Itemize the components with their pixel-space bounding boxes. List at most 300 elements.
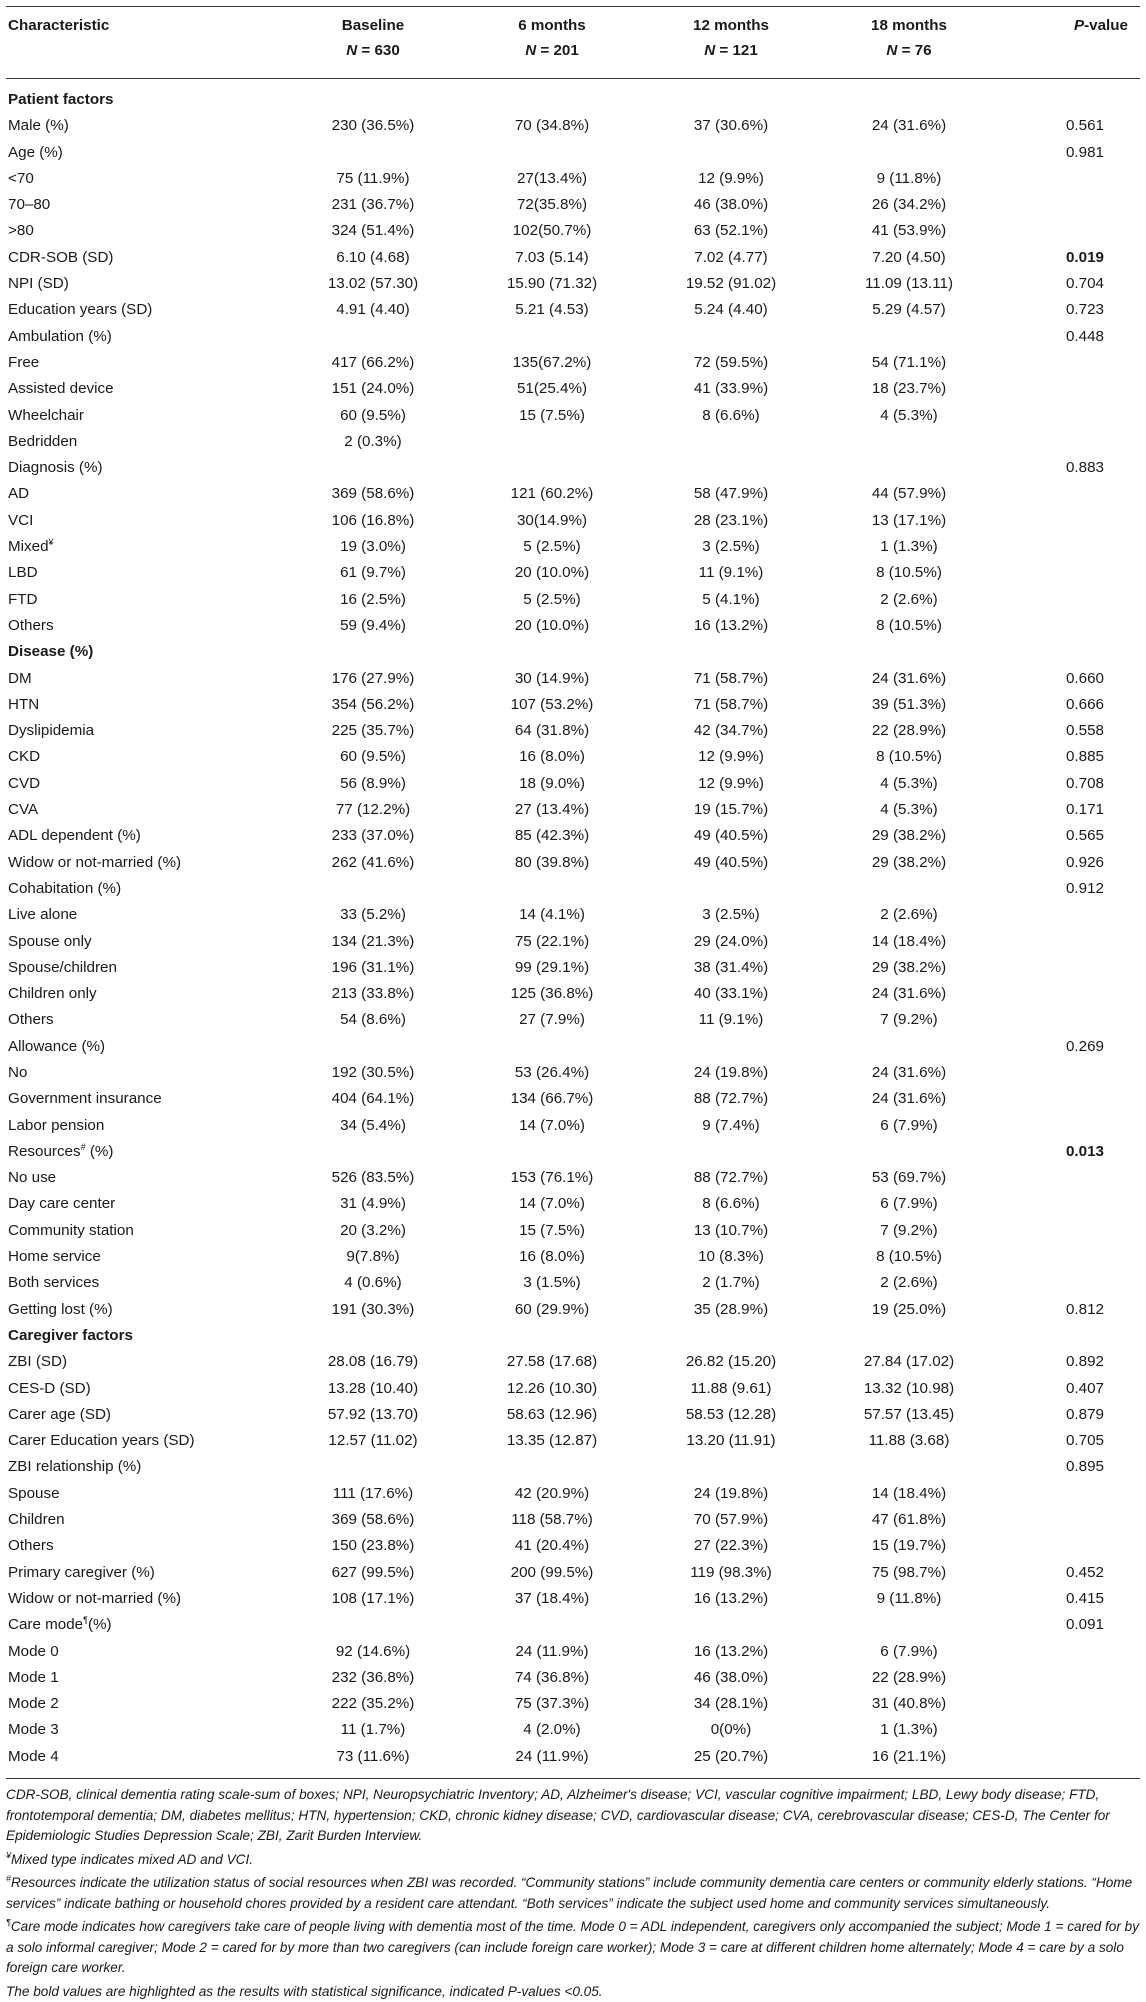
table-row xyxy=(6,1191,1140,1217)
row-label: Getting lost (%) xyxy=(6,1297,284,1323)
value-cell xyxy=(642,1139,820,1165)
empty-cell xyxy=(642,1323,820,1349)
value-cell: 8 (6.6%) xyxy=(642,403,820,429)
empty-cell xyxy=(284,87,462,113)
row-label: CKD xyxy=(6,744,284,770)
value-cell: 13.28 (10.40) xyxy=(284,1376,462,1402)
value-cell: 230 (36.5%) xyxy=(284,113,462,139)
row-label: Allowance (%) xyxy=(6,1034,284,1060)
row-label: ZBI relationship (%) xyxy=(6,1454,284,1480)
row-label: Ambulation (%) xyxy=(6,324,284,350)
table-row xyxy=(6,666,1140,692)
value-cell: 42 (34.7%) xyxy=(642,718,820,744)
value-cell xyxy=(820,1034,998,1060)
value-cell: 72 (59.5%) xyxy=(642,350,820,376)
p-value-cell xyxy=(998,1665,1140,1691)
table-row xyxy=(6,771,1140,797)
value-cell xyxy=(284,876,462,902)
value-cell: 354 (56.2%) xyxy=(284,692,462,718)
value-cell: 39 (51.3%) xyxy=(820,692,998,718)
p-value-cell xyxy=(998,1507,1140,1533)
value-cell: 44 (57.9%) xyxy=(820,481,998,507)
value-cell: 107 (53.2%) xyxy=(462,692,642,718)
table-row xyxy=(6,613,1140,639)
value-cell: 41 (33.9%) xyxy=(642,376,820,402)
value-cell: 27 (22.3%) xyxy=(642,1533,820,1559)
row-label: <70 xyxy=(6,166,284,192)
p-value-cell: 0.452 xyxy=(998,1560,1140,1586)
p-value-cell: 0.705 xyxy=(998,1428,1140,1454)
value-cell: 1 (1.3%) xyxy=(820,1717,998,1743)
table-header xyxy=(6,7,1140,79)
value-cell: 42 (20.9%) xyxy=(462,1481,642,1507)
value-cell: 37 (18.4%) xyxy=(462,1586,642,1612)
header-p-value: P-value xyxy=(998,7,1140,79)
value-cell: 20 (10.0%) xyxy=(462,560,642,586)
table-row xyxy=(6,718,1140,744)
p-value-cell xyxy=(998,1165,1140,1191)
value-cell: 53 (69.7%) xyxy=(820,1165,998,1191)
row-label: Resources# (%) xyxy=(6,1139,284,1165)
value-cell: 150 (23.8%) xyxy=(284,1533,462,1559)
p-value-cell xyxy=(998,902,1140,928)
value-cell: 18 (9.0%) xyxy=(462,771,642,797)
value-cell: 26 (34.2%) xyxy=(820,192,998,218)
value-cell: 75 (37.3%) xyxy=(462,1691,642,1717)
p-value-cell xyxy=(998,350,1140,376)
value-cell: 118 (58.7%) xyxy=(462,1507,642,1533)
p-value-cell xyxy=(998,1086,1140,1112)
value-cell: 7 (9.2%) xyxy=(820,1218,998,1244)
value-cell: 11.88 (3.68) xyxy=(820,1428,998,1454)
p-value-cell xyxy=(998,1691,1140,1717)
value-cell: 24 (11.9%) xyxy=(462,1744,642,1770)
row-label: Diagnosis (%) xyxy=(6,455,284,481)
table-row xyxy=(6,297,1140,323)
p-value-cell: 0.407 xyxy=(998,1376,1140,1402)
table-row xyxy=(6,218,1140,244)
value-cell: 27.84 (17.02) xyxy=(820,1349,998,1375)
value-cell: 11.88 (9.61) xyxy=(642,1376,820,1402)
table-row xyxy=(6,1639,1140,1665)
table-row xyxy=(6,1060,1140,1086)
row-label: FTD xyxy=(6,587,284,613)
table-row xyxy=(6,587,1140,613)
value-cell: 88 (72.7%) xyxy=(642,1165,820,1191)
value-cell: 8 (10.5%) xyxy=(820,744,998,770)
value-cell: 26.82 (15.20) xyxy=(642,1349,820,1375)
value-cell: 192 (30.5%) xyxy=(284,1060,462,1086)
value-cell: 2 (2.6%) xyxy=(820,587,998,613)
p-value-cell xyxy=(998,403,1140,429)
row-label: Spouse xyxy=(6,1481,284,1507)
table-row xyxy=(6,534,1140,560)
value-cell: 5 (2.5%) xyxy=(462,587,642,613)
value-cell: 71 (58.7%) xyxy=(642,666,820,692)
value-cell: 7.20 (4.50) xyxy=(820,245,998,271)
value-cell xyxy=(462,1612,642,1638)
row-label: VCI xyxy=(6,508,284,534)
value-cell xyxy=(462,876,642,902)
p-value-cell: 0.812 xyxy=(998,1297,1140,1323)
value-cell: 262 (41.6%) xyxy=(284,850,462,876)
value-cell: 16 (13.2%) xyxy=(642,1639,820,1665)
row-label: NPI (SD) xyxy=(6,271,284,297)
value-cell: 134 (21.3%) xyxy=(284,929,462,955)
value-cell: 4 (2.0%) xyxy=(462,1717,642,1743)
value-cell: 404 (64.1%) xyxy=(284,1086,462,1112)
row-label: No use xyxy=(6,1165,284,1191)
row-label: ADL dependent (%) xyxy=(6,823,284,849)
value-cell: 5.21 (4.53) xyxy=(462,297,642,323)
value-cell: 30(14.9%) xyxy=(462,508,642,534)
value-cell: 49 (40.5%) xyxy=(642,823,820,849)
value-cell: 369 (58.6%) xyxy=(284,1507,462,1533)
p-value-cell xyxy=(998,1481,1140,1507)
value-cell: 15 (19.7%) xyxy=(820,1533,998,1559)
value-cell: 24 (31.6%) xyxy=(820,1086,998,1112)
table-row xyxy=(6,744,1140,770)
value-cell: 108 (17.1%) xyxy=(284,1586,462,1612)
value-cell: 85 (42.3%) xyxy=(462,823,642,849)
value-cell: 24 (31.6%) xyxy=(820,666,998,692)
row-label: Carer age (SD) xyxy=(6,1402,284,1428)
header-baseline: Baseline N = 630 xyxy=(284,7,462,79)
value-cell xyxy=(642,140,820,166)
value-cell: 46 (38.0%) xyxy=(642,1665,820,1691)
value-cell xyxy=(820,140,998,166)
value-cell: 16 (13.2%) xyxy=(642,613,820,639)
value-cell: 75 (11.9%) xyxy=(284,166,462,192)
empty-cell xyxy=(462,87,642,113)
p-value-cell xyxy=(998,1533,1140,1559)
value-cell: 0(0%) xyxy=(642,1717,820,1743)
table-row xyxy=(6,955,1140,981)
value-cell xyxy=(462,1454,642,1480)
value-cell: 75 (98.7%) xyxy=(820,1560,998,1586)
row-label: No xyxy=(6,1060,284,1086)
row-label: Assisted device xyxy=(6,376,284,402)
row-label: Day care center xyxy=(6,1191,284,1217)
p-value-cell: 0.561 xyxy=(998,113,1140,139)
table-row xyxy=(6,271,1140,297)
p-value-cell: 0.708 xyxy=(998,771,1140,797)
value-cell: 46 (38.0%) xyxy=(642,192,820,218)
value-cell: 33 (5.2%) xyxy=(284,902,462,928)
value-cell: 24 (31.6%) xyxy=(820,1060,998,1086)
p-value-cell xyxy=(998,1191,1140,1217)
row-label: Community station xyxy=(6,1218,284,1244)
row-label: Labor pension xyxy=(6,1113,284,1139)
value-cell: 225 (35.7%) xyxy=(284,718,462,744)
value-cell: 14 (7.0%) xyxy=(462,1113,642,1139)
section-label: Patient factors xyxy=(6,87,284,113)
characteristics-table xyxy=(6,6,1140,1779)
p-value-cell xyxy=(998,218,1140,244)
table-row xyxy=(6,1454,1140,1480)
value-cell: 70 (34.8%) xyxy=(462,113,642,139)
value-cell: 58.53 (12.28) xyxy=(642,1402,820,1428)
value-cell: 11 (9.1%) xyxy=(642,1007,820,1033)
footnote: #Resources indicate the utilization status of social resources when ZBI was recorded. “Community stations” include community dementia care centers or community elderly stations. “Home services” indicate bathing or household chores provided by a resident care attendant. “Both services” indicate the subject used home and community services simultaneously. xyxy=(6,1873,1140,1914)
empty-cell xyxy=(820,639,998,665)
value-cell: 526 (83.5%) xyxy=(284,1165,462,1191)
footnote: The bold values are highlighted as the results with statistical significance, indicated P-values <0.05. xyxy=(6,1982,1140,2002)
value-cell: 22 (28.9%) xyxy=(820,1665,998,1691)
p-value-cell: 0.415 xyxy=(998,1586,1140,1612)
table-row xyxy=(6,403,1140,429)
table-row xyxy=(6,1139,1140,1165)
value-cell: 11 (9.1%) xyxy=(642,560,820,586)
row-label: Bedridden xyxy=(6,429,284,455)
value-cell: 24 (31.6%) xyxy=(820,113,998,139)
value-cell: 9 (11.8%) xyxy=(820,166,998,192)
value-cell: 27 (13.4%) xyxy=(462,797,642,823)
value-cell xyxy=(462,140,642,166)
p-value-cell xyxy=(998,981,1140,1007)
row-label: Others xyxy=(6,613,284,639)
table-row xyxy=(6,692,1140,718)
value-cell: 417 (66.2%) xyxy=(284,350,462,376)
value-cell: 15 (7.5%) xyxy=(462,403,642,429)
p-value-cell: 0.558 xyxy=(998,718,1140,744)
value-cell: 4 (5.3%) xyxy=(820,771,998,797)
value-cell: 24 (31.6%) xyxy=(820,981,998,1007)
value-cell: 18 (23.7%) xyxy=(820,376,998,402)
row-label: Spouse only xyxy=(6,929,284,955)
value-cell xyxy=(820,429,998,455)
row-label: Male (%) xyxy=(6,113,284,139)
row-label: Government insurance xyxy=(6,1086,284,1112)
p-value-cell xyxy=(998,429,1140,455)
value-cell: 77 (12.2%) xyxy=(284,797,462,823)
table-row xyxy=(6,1744,1140,1770)
value-cell: 2 (0.3%) xyxy=(284,429,462,455)
p-value-cell: 0.883 xyxy=(998,455,1140,481)
empty-cell xyxy=(998,87,1140,113)
value-cell: 13.02 (57.30) xyxy=(284,271,462,297)
value-cell: 28 (23.1%) xyxy=(642,508,820,534)
table-footnotes xyxy=(6,1785,1140,2002)
p-value-cell: 0.666 xyxy=(998,692,1140,718)
value-cell: 134 (66.7%) xyxy=(462,1086,642,1112)
value-cell: 13.35 (12.87) xyxy=(462,1428,642,1454)
table-row xyxy=(6,1402,1140,1428)
table-row xyxy=(6,902,1140,928)
value-cell: 1 (1.3%) xyxy=(820,534,998,560)
p-value-cell: 0.926 xyxy=(998,850,1140,876)
value-cell: 31 (40.8%) xyxy=(820,1691,998,1717)
table-row xyxy=(6,1481,1140,1507)
value-cell: 9(7.8%) xyxy=(284,1244,462,1270)
p-value-cell: 0.912 xyxy=(998,876,1140,902)
row-label: HTN xyxy=(6,692,284,718)
p-value-cell: 0.704 xyxy=(998,271,1140,297)
value-cell: 5 (2.5%) xyxy=(462,534,642,560)
p-value-cell xyxy=(998,560,1140,586)
row-label: Free xyxy=(6,350,284,376)
table-row xyxy=(6,1165,1140,1191)
row-label: Care mode¶(%) xyxy=(6,1612,284,1638)
value-cell: 35 (28.9%) xyxy=(642,1297,820,1323)
value-cell: 29 (38.2%) xyxy=(820,850,998,876)
table-row xyxy=(6,1612,1140,1638)
table-row xyxy=(6,1586,1140,1612)
p-value-cell xyxy=(998,1244,1140,1270)
value-cell: 8 (10.5%) xyxy=(820,1244,998,1270)
value-cell: 73 (11.6%) xyxy=(284,1744,462,1770)
value-cell: 34 (28.1%) xyxy=(642,1691,820,1717)
value-cell: 3 (2.5%) xyxy=(642,534,820,560)
p-value-cell xyxy=(998,1744,1140,1770)
table-row xyxy=(6,166,1140,192)
value-cell: 7.03 (5.14) xyxy=(462,245,642,271)
empty-cell xyxy=(820,1323,998,1349)
table-row xyxy=(6,1034,1140,1060)
row-label: Spouse/children xyxy=(6,955,284,981)
section-row xyxy=(6,1323,1140,1349)
value-cell: 9 (11.8%) xyxy=(820,1586,998,1612)
value-cell: 16 (2.5%) xyxy=(284,587,462,613)
value-cell: 70 (57.9%) xyxy=(642,1507,820,1533)
row-label: ZBI (SD) xyxy=(6,1349,284,1375)
p-value-cell: 0.892 xyxy=(998,1349,1140,1375)
value-cell: 7 (9.2%) xyxy=(820,1007,998,1033)
row-label: 70–80 xyxy=(6,192,284,218)
value-cell: 47 (61.8%) xyxy=(820,1507,998,1533)
p-value-cell xyxy=(998,534,1140,560)
row-label: Wheelchair xyxy=(6,403,284,429)
p-value-cell xyxy=(998,929,1140,955)
value-cell: 2 (2.6%) xyxy=(820,1270,998,1296)
row-label: Mode 0 xyxy=(6,1639,284,1665)
value-cell: 119 (98.3%) xyxy=(642,1560,820,1586)
value-cell xyxy=(820,1612,998,1638)
value-cell: 106 (16.8%) xyxy=(284,508,462,534)
value-cell: 12 (9.9%) xyxy=(642,166,820,192)
empty-cell xyxy=(284,639,462,665)
table-row xyxy=(6,850,1140,876)
row-label: Live alone xyxy=(6,902,284,928)
value-cell: 19 (25.0%) xyxy=(820,1297,998,1323)
value-cell: 222 (35.2%) xyxy=(284,1691,462,1717)
table-row xyxy=(6,1507,1140,1533)
value-cell xyxy=(642,455,820,481)
value-cell: 627 (99.5%) xyxy=(284,1560,462,1586)
value-cell: 200 (99.5%) xyxy=(462,1560,642,1586)
value-cell: 88 (72.7%) xyxy=(642,1086,820,1112)
value-cell: 14 (7.0%) xyxy=(462,1191,642,1217)
empty-cell xyxy=(998,1323,1140,1349)
value-cell xyxy=(642,1034,820,1060)
value-cell: 13.32 (10.98) xyxy=(820,1376,998,1402)
row-label: Education years (SD) xyxy=(6,297,284,323)
p-value-cell xyxy=(998,587,1140,613)
row-label: Children only xyxy=(6,981,284,1007)
value-cell: 7.02 (4.77) xyxy=(642,245,820,271)
p-value-cell xyxy=(998,1007,1140,1033)
value-cell: 12.26 (10.30) xyxy=(462,1376,642,1402)
table-row xyxy=(6,140,1140,166)
value-cell: 13 (10.7%) xyxy=(642,1218,820,1244)
value-cell: 233 (37.0%) xyxy=(284,823,462,849)
value-cell: 29 (38.2%) xyxy=(820,823,998,849)
p-value-cell: 0.091 xyxy=(998,1612,1140,1638)
value-cell: 29 (24.0%) xyxy=(642,929,820,955)
table-row xyxy=(6,876,1140,902)
p-value-cell: 0.565 xyxy=(998,823,1140,849)
value-cell: 12 (9.9%) xyxy=(642,771,820,797)
table-body xyxy=(6,79,1140,1779)
row-label: CDR-SOB (SD) xyxy=(6,245,284,271)
p-value-cell: 0.269 xyxy=(998,1034,1140,1060)
value-cell: 28.08 (16.79) xyxy=(284,1349,462,1375)
p-value-cell xyxy=(998,376,1140,402)
p-value-cell: 0.019 xyxy=(998,245,1140,271)
value-cell: 13 (17.1%) xyxy=(820,508,998,534)
table-row xyxy=(6,1244,1140,1270)
value-cell: 74 (36.8%) xyxy=(462,1665,642,1691)
value-cell: 121 (60.2%) xyxy=(462,481,642,507)
value-cell: 11.09 (13.11) xyxy=(820,271,998,297)
value-cell: 5 (4.1%) xyxy=(642,587,820,613)
value-cell: 16 (8.0%) xyxy=(462,1244,642,1270)
value-cell: 34 (5.4%) xyxy=(284,1113,462,1139)
empty-cell xyxy=(284,1323,462,1349)
row-label: Others xyxy=(6,1533,284,1559)
row-label: Primary caregiver (%) xyxy=(6,1560,284,1586)
value-cell: 13.20 (11.91) xyxy=(642,1428,820,1454)
value-cell: 111 (17.6%) xyxy=(284,1481,462,1507)
value-cell xyxy=(462,1139,642,1165)
value-cell: 38 (31.4%) xyxy=(642,955,820,981)
p-value-cell: 0.879 xyxy=(998,1402,1140,1428)
p-value-cell xyxy=(998,166,1140,192)
table-row xyxy=(6,1270,1140,1296)
value-cell: 59 (9.4%) xyxy=(284,613,462,639)
table-row xyxy=(6,1428,1140,1454)
value-cell: 40 (33.1%) xyxy=(642,981,820,1007)
value-cell: 19 (3.0%) xyxy=(284,534,462,560)
p-value-cell xyxy=(998,481,1140,507)
value-cell: 125 (36.8%) xyxy=(462,981,642,1007)
value-cell: 27.58 (17.68) xyxy=(462,1349,642,1375)
p-value-cell xyxy=(998,1270,1140,1296)
value-cell: 60 (9.5%) xyxy=(284,403,462,429)
value-cell: 58.63 (12.96) xyxy=(462,1402,642,1428)
value-cell: 176 (27.9%) xyxy=(284,666,462,692)
row-label: Mode 2 xyxy=(6,1691,284,1717)
value-cell: 27 (7.9%) xyxy=(462,1007,642,1033)
table-row xyxy=(6,1560,1140,1586)
p-value-cell xyxy=(998,1717,1140,1743)
value-cell xyxy=(642,1612,820,1638)
row-label: Mode 3 xyxy=(6,1717,284,1743)
value-cell: 29 (38.2%) xyxy=(820,955,998,981)
p-value-cell xyxy=(998,613,1140,639)
table-row xyxy=(6,1533,1140,1559)
table-row xyxy=(6,192,1140,218)
value-cell: 54 (71.1%) xyxy=(820,350,998,376)
p-value-cell: 0.723 xyxy=(998,297,1140,323)
p-value-cell xyxy=(998,192,1140,218)
empty-cell xyxy=(462,639,642,665)
p-value-cell xyxy=(998,1113,1140,1139)
value-cell: 41 (20.4%) xyxy=(462,1533,642,1559)
value-cell xyxy=(820,1454,998,1480)
value-cell xyxy=(642,1454,820,1480)
p-value-cell: 0.981 xyxy=(998,140,1140,166)
